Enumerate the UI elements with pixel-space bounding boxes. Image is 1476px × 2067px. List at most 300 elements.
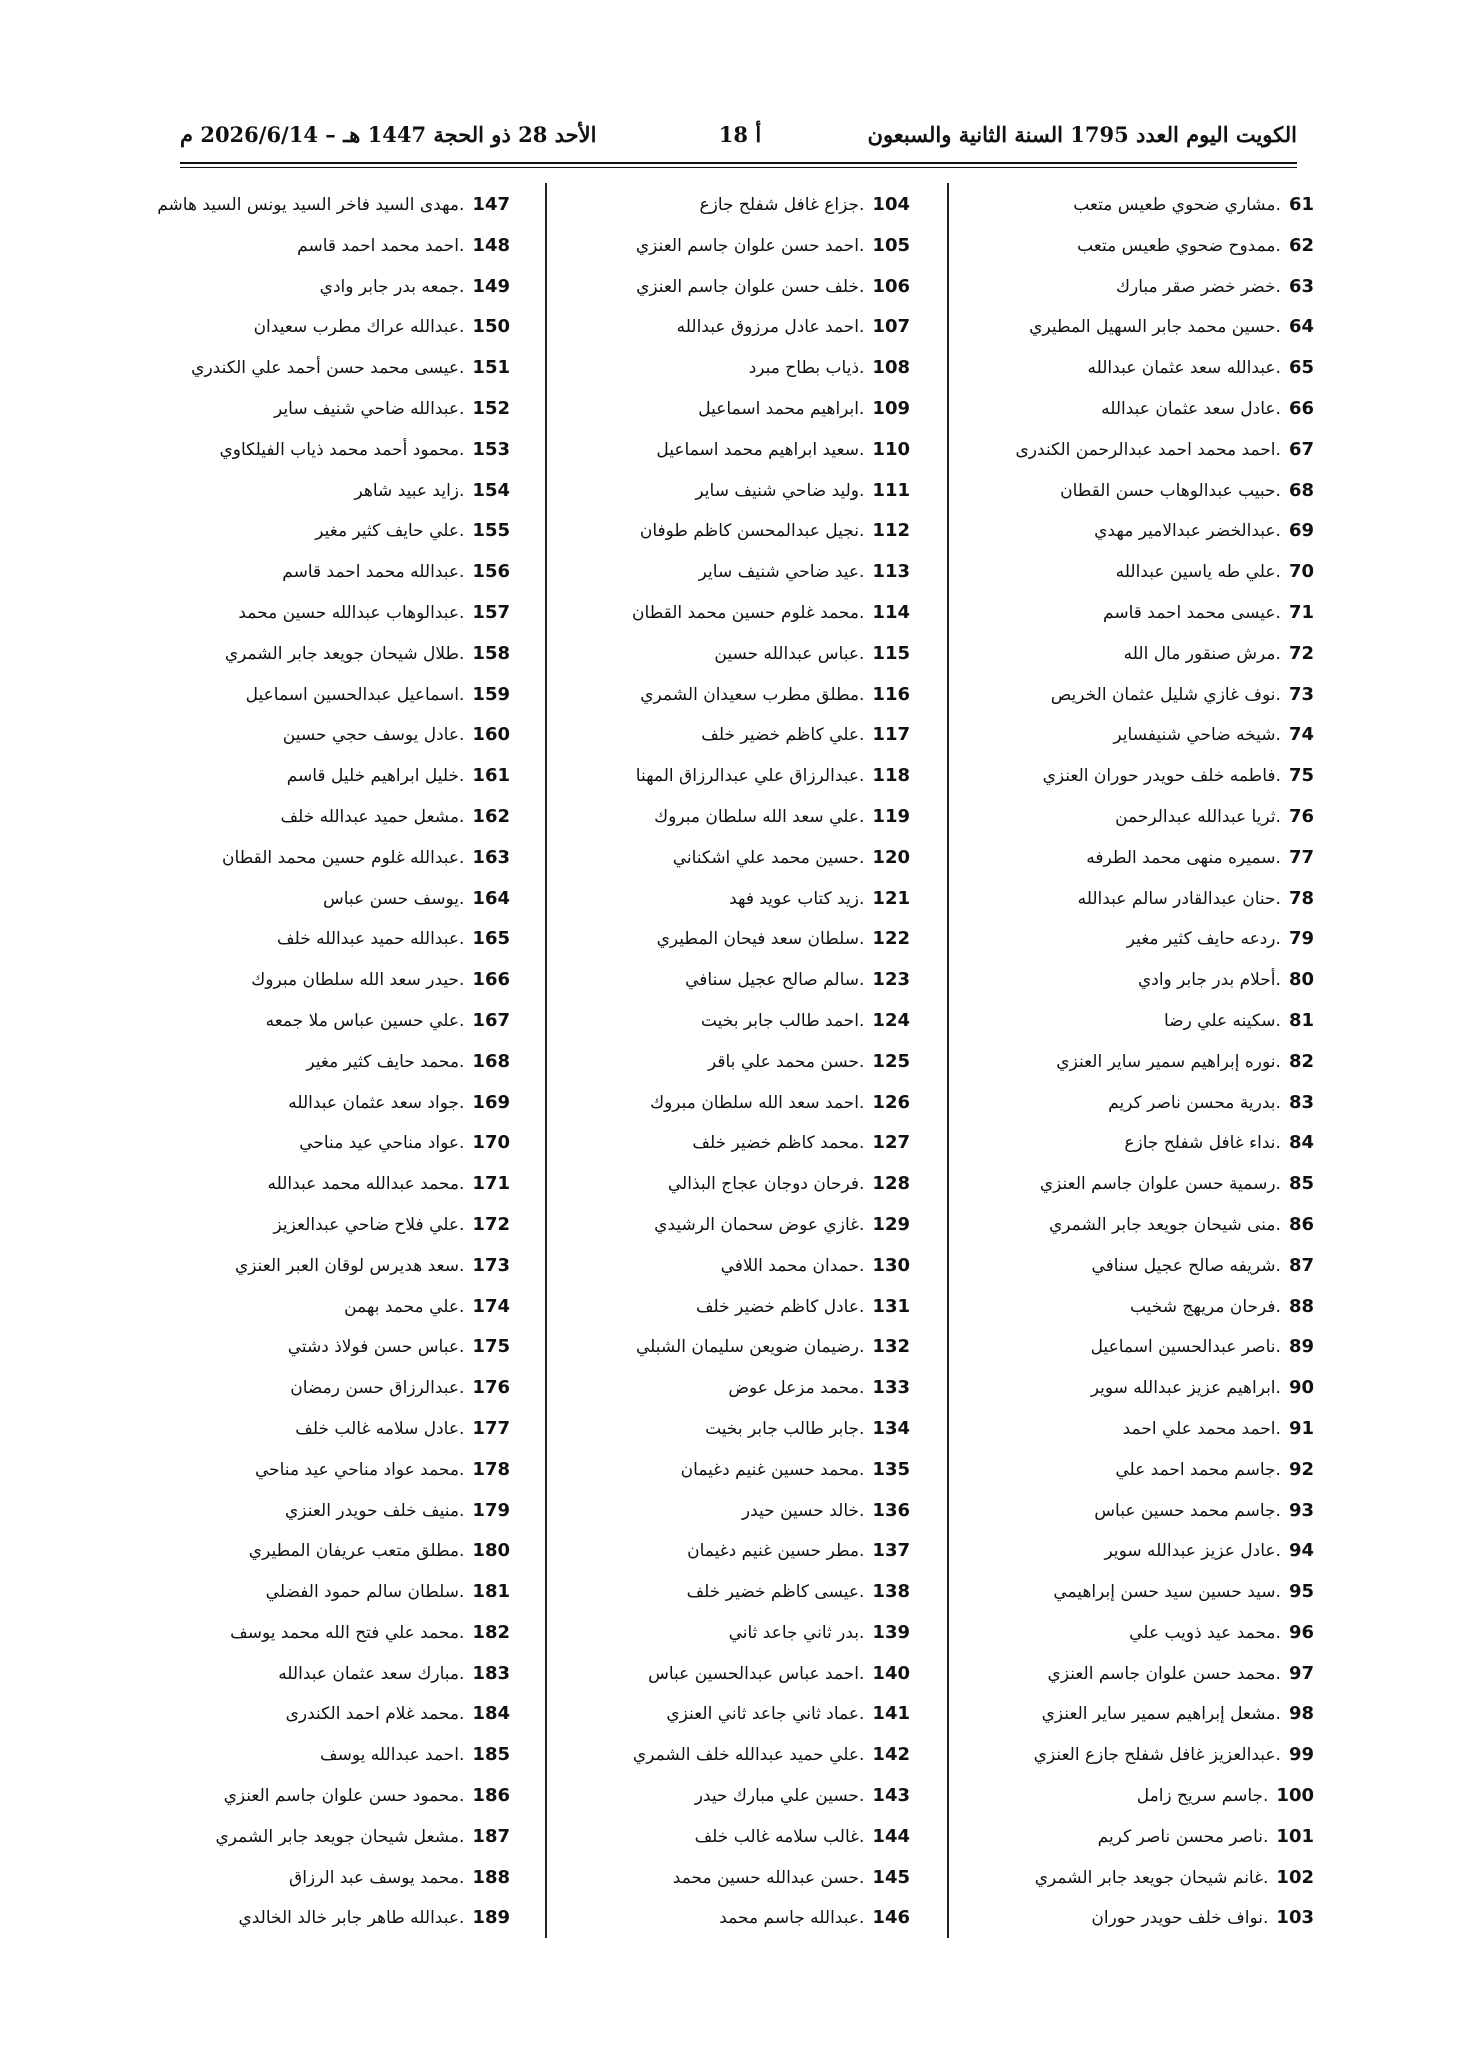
list-item-name: .عادل يوسف حجي حسين	[282, 725, 465, 746]
list-item-number: 161	[472, 765, 510, 787]
list-item-name: .عادل عزيز عبدالله سوير	[1104, 1541, 1281, 1562]
list-item	[632, 675, 910, 716]
list-item-name: .عبدالله ضاحي شنيف ساير	[274, 398, 465, 419]
list-item	[632, 960, 910, 1001]
list-item-name: .غازي عوض سحمان الرشيدي	[654, 1214, 865, 1235]
list-item-number: 165	[472, 928, 510, 950]
list-item	[157, 1613, 510, 1654]
list-item-name: .علي حسين عباس ملا جمعه	[265, 1010, 465, 1031]
list-item	[157, 1531, 510, 1572]
list-item	[632, 1001, 910, 1042]
list-item-number: 154	[472, 479, 510, 501]
list-item-number: 153	[472, 438, 510, 460]
list-item-number: 157	[472, 601, 510, 623]
list-item-name: .ردعه حايف كثير مغير	[1126, 929, 1281, 950]
list-item	[157, 1735, 510, 1776]
list-item	[632, 1572, 910, 1613]
list-item-number: 69	[1288, 520, 1314, 542]
list-item-number: 89	[1288, 1336, 1314, 1358]
list-item-name: .جاسم محمد حسين عباس	[1094, 1500, 1281, 1521]
list-item-number: 156	[472, 561, 510, 583]
list-item	[157, 307, 510, 348]
list-item-number: 101	[1276, 1825, 1314, 1847]
list-item-name: .سالم صالح عجيل سنافي	[685, 970, 865, 991]
list-item	[632, 1287, 910, 1328]
list-item-name: .حنان عبدالقادر سالم عبدالله	[1077, 888, 1281, 909]
list-item	[632, 307, 910, 348]
list-item-name: .علي فلاح ضاحي عبدالعزيز	[273, 1214, 465, 1235]
list-item	[157, 430, 510, 471]
list-item-number: 150	[472, 316, 510, 338]
list-item-name: .حسين محمد جابر السهيل المطيري	[1029, 317, 1281, 338]
list-item	[632, 1123, 910, 1164]
list-item-name: .مهدى السيد فاخر السيد يونس السيد هاشم	[157, 195, 465, 215]
list-item	[1016, 1735, 1315, 1776]
list-item-name: .نداء غافل شفلح جازع	[1124, 1133, 1281, 1154]
list-item-name: .احمد محمد علي احمد	[1122, 1418, 1281, 1439]
list-item-number: 80	[1288, 969, 1314, 991]
list-item	[632, 1531, 910, 1572]
list-item-number: 129	[872, 1213, 910, 1235]
list-item-number: 93	[1288, 1499, 1314, 1521]
list-item-number: 77	[1288, 846, 1314, 868]
list-item-name: .ثريا عبدالله عبدالرحمن	[1115, 806, 1281, 827]
list-item-name: .حسن محمد علي باقر	[708, 1051, 865, 1072]
list-item-name: .محمد يوسف عبد الرزاق	[289, 1867, 465, 1888]
list-item-number: 66	[1288, 397, 1314, 419]
list-item-number: 143	[872, 1785, 910, 1807]
list-item-name: .عواد مناحي عيد مناحي	[299, 1133, 465, 1154]
list-item-number: 188	[472, 1866, 510, 1888]
list-item-name: .عبدالله غلوم حسين محمد القطان	[222, 847, 465, 868]
list-item-name: .جابر طالب جابر بخيت	[705, 1418, 865, 1439]
list-item-number: 177	[472, 1417, 510, 1439]
list-item-name: .اسماعيل عبدالحسين اسماعيل	[245, 684, 465, 705]
list-item-number: 148	[472, 234, 510, 256]
list-item	[157, 1450, 510, 1491]
list-item-number: 108	[872, 357, 910, 379]
list-item-number: 74	[1288, 724, 1314, 746]
list-item-number: 83	[1288, 1091, 1314, 1113]
list-item-number: 136	[872, 1499, 910, 1521]
list-item-number: 162	[472, 805, 510, 827]
list-item-number: 164	[472, 887, 510, 909]
list-item-number: 174	[472, 1295, 510, 1317]
list-item-name: .محمود أحمد محمد ذياب الفيلكاوي	[219, 439, 465, 460]
list-item	[1016, 185, 1315, 226]
list-item	[632, 838, 910, 879]
list-item-number: 186	[472, 1785, 510, 1807]
list-item-name: .عباس عبدالله حسين	[714, 643, 865, 664]
list-item	[157, 1205, 510, 1246]
list-item-name: .محمد عيد ذويب علي	[1129, 1622, 1281, 1643]
list-item-number: 171	[472, 1173, 510, 1195]
list-item	[157, 1164, 510, 1205]
list-item-name: .مطر حسين غنيم دغيمان	[687, 1541, 865, 1562]
list-item-number: 158	[472, 642, 510, 664]
list-item-number: 84	[1288, 1132, 1314, 1154]
list-item-name: .حسين محمد علي اشكناني	[672, 847, 865, 868]
list-item	[1016, 1287, 1315, 1328]
list-item	[632, 1491, 910, 1532]
list-item	[1016, 1898, 1315, 1939]
list-item	[157, 552, 510, 593]
list-item	[1016, 1858, 1315, 1899]
list-item-name: .حسين علي مبارك حيدر	[694, 1786, 865, 1807]
list-item-name: .محمد كاظم خضير خلف	[692, 1133, 865, 1154]
list-item-name: .عبدالخضر عبدالامير مهدي	[1094, 521, 1281, 542]
list-item-number: 137	[872, 1540, 910, 1562]
list-item-number: 114	[872, 601, 910, 623]
list-item-number: 127	[872, 1132, 910, 1154]
issue-date: الأحد 28 ذو الحجة 1447 هـ – 2026/6/14 م	[180, 122, 597, 147]
list-item-number: 169	[472, 1091, 510, 1113]
list-item-number: 63	[1288, 275, 1314, 297]
list-item	[157, 471, 510, 512]
list-item	[632, 1205, 910, 1246]
list-item	[632, 1613, 910, 1654]
list-item-name: .محمد عبدالله محمد عبدالله	[267, 1174, 465, 1195]
list-item-name: .محمد حايف كثير مغير	[306, 1051, 465, 1072]
list-item	[632, 226, 910, 267]
list-item-number: 118	[872, 765, 910, 787]
list-item-number: 125	[872, 1050, 910, 1072]
list-item-number: 149	[472, 275, 510, 297]
list-item-number: 110	[872, 438, 910, 460]
list-item-number: 138	[872, 1581, 910, 1603]
list-item	[157, 267, 510, 308]
list-item	[1016, 715, 1315, 756]
list-item-name: .بدر ثاني جاعد ثاني	[728, 1622, 865, 1643]
list-item-number: 159	[472, 683, 510, 705]
list-item-number: 167	[472, 1009, 510, 1031]
list-item-number: 128	[872, 1173, 910, 1195]
list-item-name: .جواد سعد عثمان عبدالله	[288, 1092, 465, 1113]
list-item-number: 71	[1288, 601, 1314, 623]
list-item-number: 160	[472, 724, 510, 746]
list-item-number: 139	[872, 1621, 910, 1643]
list-item	[1016, 1776, 1315, 1817]
list-item-name: .احمد سعد الله سلطان مبروك	[650, 1092, 865, 1113]
list-item-name: .علي حايف كثير مغير	[315, 521, 465, 542]
list-item	[157, 348, 510, 389]
list-item-name: .علي سعد الله سلطان مبروك	[654, 806, 865, 827]
list-item-number: 183	[472, 1662, 510, 1684]
list-item	[632, 552, 910, 593]
page-header	[180, 118, 1297, 154]
list-item-name: .منى شيحان جويعد جابر الشمري	[1048, 1214, 1281, 1235]
list-item-name: .عبدالله سعد عثمان عبدالله	[1087, 358, 1281, 379]
list-item	[157, 1776, 510, 1817]
list-item	[632, 1654, 910, 1695]
list-item-name: .عبدالرزاق علي عبدالرزاق المهنا	[635, 766, 865, 787]
list-item	[157, 1654, 510, 1695]
list-item	[1016, 1450, 1315, 1491]
list-item	[1016, 1368, 1315, 1409]
list-item-number: 133	[872, 1377, 910, 1399]
list-item-number: 176	[472, 1377, 510, 1399]
list-item-name: .مبارك سعد عثمان عبدالله	[278, 1663, 465, 1684]
list-item-name: .جمعه بدر جابر وادي	[319, 276, 465, 297]
list-item-name: .سكينه علي رضا	[1163, 1010, 1281, 1031]
list-item-number: 151	[472, 357, 510, 379]
list-item	[157, 838, 510, 879]
list-item-name: .عيد ضاحي شنيف ساير	[698, 562, 865, 583]
list-item-name: .احمد محمد احمد عبدالرحمن الكندرى	[1015, 439, 1281, 460]
list-item-name: .عبدالله طاهر جابر خالد الخالدي	[238, 1908, 465, 1929]
list-item-number: 73	[1288, 683, 1314, 705]
names-column-right	[1016, 185, 1315, 1939]
list-item	[1016, 1694, 1315, 1735]
list-item	[157, 1858, 510, 1899]
list-item-name: .احمد عباس عبدالحسين عباس	[648, 1663, 865, 1684]
list-item-number: 132	[872, 1336, 910, 1358]
page-number: أ 18	[718, 122, 762, 147]
list-item-name: .محمد حسن علوان جاسم العنزي	[1047, 1663, 1281, 1684]
list-item-name: .علي حميد عبدالله خلف الشمري	[632, 1745, 865, 1766]
list-item	[1016, 1164, 1315, 1205]
list-item-name: .محمد حسين غنيم دغيمان	[680, 1459, 865, 1480]
list-item	[1016, 1327, 1315, 1368]
list-item-number: 180	[472, 1540, 510, 1562]
list-item	[632, 430, 910, 471]
list-item-number: 116	[872, 683, 910, 705]
list-item-number: 95	[1288, 1581, 1314, 1603]
list-item	[632, 919, 910, 960]
list-item-name: .ناصر محسن ناصر كريم	[1097, 1826, 1269, 1847]
list-item	[1016, 919, 1315, 960]
list-item-name: .ممدوح ضحوي طعيس متعب	[1077, 235, 1281, 256]
list-item-name: .مشاري ضحوي طعيس متعب	[1073, 195, 1281, 215]
list-item	[632, 1246, 910, 1287]
list-item	[1016, 1491, 1315, 1532]
list-item-name: .احمد عبدالله يوسف	[320, 1745, 465, 1766]
list-item-number: 99	[1288, 1744, 1314, 1766]
list-item-number: 120	[872, 846, 910, 868]
list-item-number: 185	[472, 1744, 510, 1766]
list-item-name: .عبدالعزيز غافل شفلح جازع العنزي	[1033, 1745, 1281, 1766]
list-item	[1016, 1613, 1315, 1654]
list-item-name: .محمد غلوم حسين محمد القطان	[632, 602, 865, 623]
list-item	[157, 1123, 510, 1164]
list-item-name: .نجيل عبدالمحسن كاظم طوفان	[639, 521, 865, 542]
list-item-name: .عباس حسن فولاذ دشتي	[287, 1337, 465, 1358]
list-item	[632, 1083, 910, 1124]
list-item	[157, 1409, 510, 1450]
list-item-name: .علي طه ياسين عبدالله	[1115, 562, 1281, 583]
list-item-number: 124	[872, 1009, 910, 1031]
list-item	[157, 1491, 510, 1532]
list-item-number: 70	[1288, 561, 1314, 583]
list-item-number: 91	[1288, 1417, 1314, 1439]
list-item-name: .يوسف حسن عباس	[323, 888, 465, 909]
list-item-number: 175	[472, 1336, 510, 1358]
list-item-number: 87	[1288, 1254, 1314, 1276]
list-item-name: .مرش صنقور مال الله	[1123, 643, 1281, 664]
list-item-number: 163	[472, 846, 510, 868]
list-item	[1016, 675, 1315, 716]
list-item	[1016, 511, 1315, 552]
list-item	[632, 471, 910, 512]
list-item-number: 82	[1288, 1050, 1314, 1072]
list-item	[157, 879, 510, 920]
list-item-name: .عبدالله عراك مطرب سعيدان	[253, 317, 465, 338]
list-item-name: .سميره منهى محمد الطرفه	[1086, 847, 1281, 868]
list-item-name: .حمدان محمد اللافي	[720, 1255, 865, 1276]
list-item	[157, 1327, 510, 1368]
list-item-number: 145	[872, 1866, 910, 1888]
list-item	[1016, 307, 1315, 348]
list-item	[632, 797, 910, 838]
list-item	[157, 511, 510, 552]
column-divider-left	[545, 183, 547, 1938]
list-item	[632, 1735, 910, 1776]
list-item-name: .احمد طالب جابر بخيت	[700, 1010, 865, 1031]
list-item-name: .علي كاظم خضير خلف	[701, 725, 865, 746]
list-item-name: .مطلق متعب عريفان المطيري	[248, 1541, 465, 1562]
list-item-number: 61	[1288, 194, 1314, 215]
list-item	[157, 756, 510, 797]
list-item	[157, 1083, 510, 1124]
list-item-name: .حبيب عبدالوهاب حسن القطان	[1060, 480, 1281, 501]
list-item-name: .طلال شيحان جويعد جابر الشمري	[224, 643, 465, 664]
list-item-number: 111	[872, 479, 910, 501]
list-item-name: .فاطمه خلف حويدر حوران العنزي	[1042, 766, 1281, 787]
list-item-name: .جاسم محمد احمد علي	[1115, 1459, 1281, 1480]
list-item-name: .عماد ثاني جاعد ثاني العنزي	[666, 1704, 865, 1725]
list-item	[1016, 797, 1315, 838]
list-item-number: 134	[872, 1417, 910, 1439]
list-item	[632, 634, 910, 675]
list-item-number: 115	[872, 642, 910, 664]
list-item-number: 79	[1288, 928, 1314, 950]
list-item-number: 92	[1288, 1458, 1314, 1480]
list-item	[632, 1042, 910, 1083]
list-item-name: .نواف خلف حويدر حوران	[1091, 1908, 1269, 1929]
list-item	[157, 1001, 510, 1042]
list-item	[1016, 1001, 1315, 1042]
list-item	[157, 1694, 510, 1735]
list-item-name: .عيسى محمد حسن أحمد علي الكندري	[191, 358, 465, 379]
list-item-name: .سيد حسين سيد حسن إبراهيمي	[1053, 1582, 1281, 1603]
list-item	[632, 1327, 910, 1368]
list-item-number: 130	[872, 1254, 910, 1276]
list-item-number: 184	[472, 1703, 510, 1725]
list-item	[632, 756, 910, 797]
list-item	[1016, 1042, 1315, 1083]
header-divider-thin	[180, 167, 1297, 168]
list-item-number: 126	[872, 1091, 910, 1113]
list-item-number: 173	[472, 1254, 510, 1276]
list-item	[1016, 1654, 1315, 1695]
list-item-number: 103	[1276, 1907, 1314, 1929]
list-item	[157, 1042, 510, 1083]
list-item-number: 62	[1288, 234, 1314, 256]
list-item-number: 117	[872, 724, 910, 746]
list-item	[157, 185, 510, 226]
list-item	[1016, 756, 1315, 797]
list-item	[157, 1572, 510, 1613]
list-item-number: 147	[472, 194, 510, 215]
list-item	[157, 1246, 510, 1287]
list-item	[1016, 1572, 1315, 1613]
list-item-number: 131	[872, 1295, 910, 1317]
list-item-name: .مطلق مطرب سعيدان الشمري	[640, 684, 865, 705]
list-item-name: .شريفه صالح عجيل سنافي	[1091, 1255, 1281, 1276]
list-item-name: .غالب سلامه غالب خلف	[694, 1826, 865, 1847]
list-item-number: 90	[1288, 1377, 1314, 1399]
list-item-number: 182	[472, 1621, 510, 1643]
list-item-number: 112	[872, 520, 910, 542]
list-item-name: .منيف خلف حويدر العنزي	[285, 1500, 465, 1521]
list-item-name: .عادل كاظم خضير خلف	[695, 1296, 865, 1317]
list-item	[632, 1858, 910, 1899]
list-item-name: .عبدالله محمد احمد قاسم	[282, 562, 465, 583]
list-item-number: 85	[1288, 1173, 1314, 1195]
list-item	[632, 1450, 910, 1491]
list-item-name: .أحلام بدر جابر وادي	[1137, 970, 1281, 991]
list-item-name: .عبدالله حميد عبدالله خلف	[276, 929, 465, 950]
list-item-name: .سعيد ابراهيم محمد اسماعيل	[656, 439, 865, 460]
list-item-name: .عادل سعد عثمان عبدالله	[1101, 398, 1281, 419]
list-item-name: .سعد هديرس لوقان العبر العنزي	[234, 1255, 465, 1276]
list-item-number: 75	[1288, 765, 1314, 787]
list-item-number: 88	[1288, 1295, 1314, 1317]
list-item	[157, 1368, 510, 1409]
list-item-number: 98	[1288, 1703, 1314, 1725]
list-item-number: 121	[872, 887, 910, 909]
list-item-number: 187	[472, 1825, 510, 1847]
list-item	[632, 593, 910, 634]
list-item-name: .عبدالرزاق حسن رمضان	[290, 1378, 465, 1399]
list-item	[1016, 1409, 1315, 1450]
list-item-name: .عادل سلامه غالب خلف	[295, 1418, 465, 1439]
list-item	[157, 675, 510, 716]
list-item-name: .وليد ضاحي شنيف ساير	[695, 480, 865, 501]
list-item	[1016, 1246, 1315, 1287]
list-item-name: .عبدالوهاب عبدالله حسين محمد	[238, 602, 465, 623]
list-item	[1016, 838, 1315, 879]
list-item-number: 166	[472, 969, 510, 991]
list-item-number: 178	[472, 1458, 510, 1480]
list-item	[632, 267, 910, 308]
list-item-number: 68	[1288, 479, 1314, 501]
list-item-name: .ابراهيم محمد اسماعيل	[698, 398, 865, 419]
list-item	[1016, 267, 1315, 308]
list-item-name: .رسمية حسن علوان جاسم العنزي	[1039, 1174, 1281, 1195]
list-item-number: 100	[1276, 1785, 1314, 1807]
list-item-name: .محمد غلام احمد الكندرى	[285, 1704, 465, 1725]
list-item-name: .فرحان دوجان عجاج البذالي	[667, 1174, 865, 1195]
list-item	[1016, 226, 1315, 267]
list-item-name: .علي محمد بهمن	[344, 1296, 465, 1317]
list-item	[1016, 552, 1315, 593]
list-item-number: 65	[1288, 357, 1314, 379]
list-item-number: 123	[872, 969, 910, 991]
list-item-name: .محمد علي فتح الله محمد يوسف	[230, 1622, 465, 1643]
column-divider-right	[947, 183, 949, 1938]
list-item	[157, 593, 510, 634]
list-item	[1016, 634, 1315, 675]
list-item	[632, 1817, 910, 1858]
list-item-name: .مشعل إبراهيم سمير ساير العنزي	[1041, 1704, 1281, 1725]
list-item	[157, 1287, 510, 1328]
list-item-number: 168	[472, 1050, 510, 1072]
list-item-number: 106	[872, 275, 910, 297]
list-item-name: .خضر خضر صقر مبارك	[1116, 276, 1281, 297]
list-item	[632, 1164, 910, 1205]
list-item	[157, 389, 510, 430]
